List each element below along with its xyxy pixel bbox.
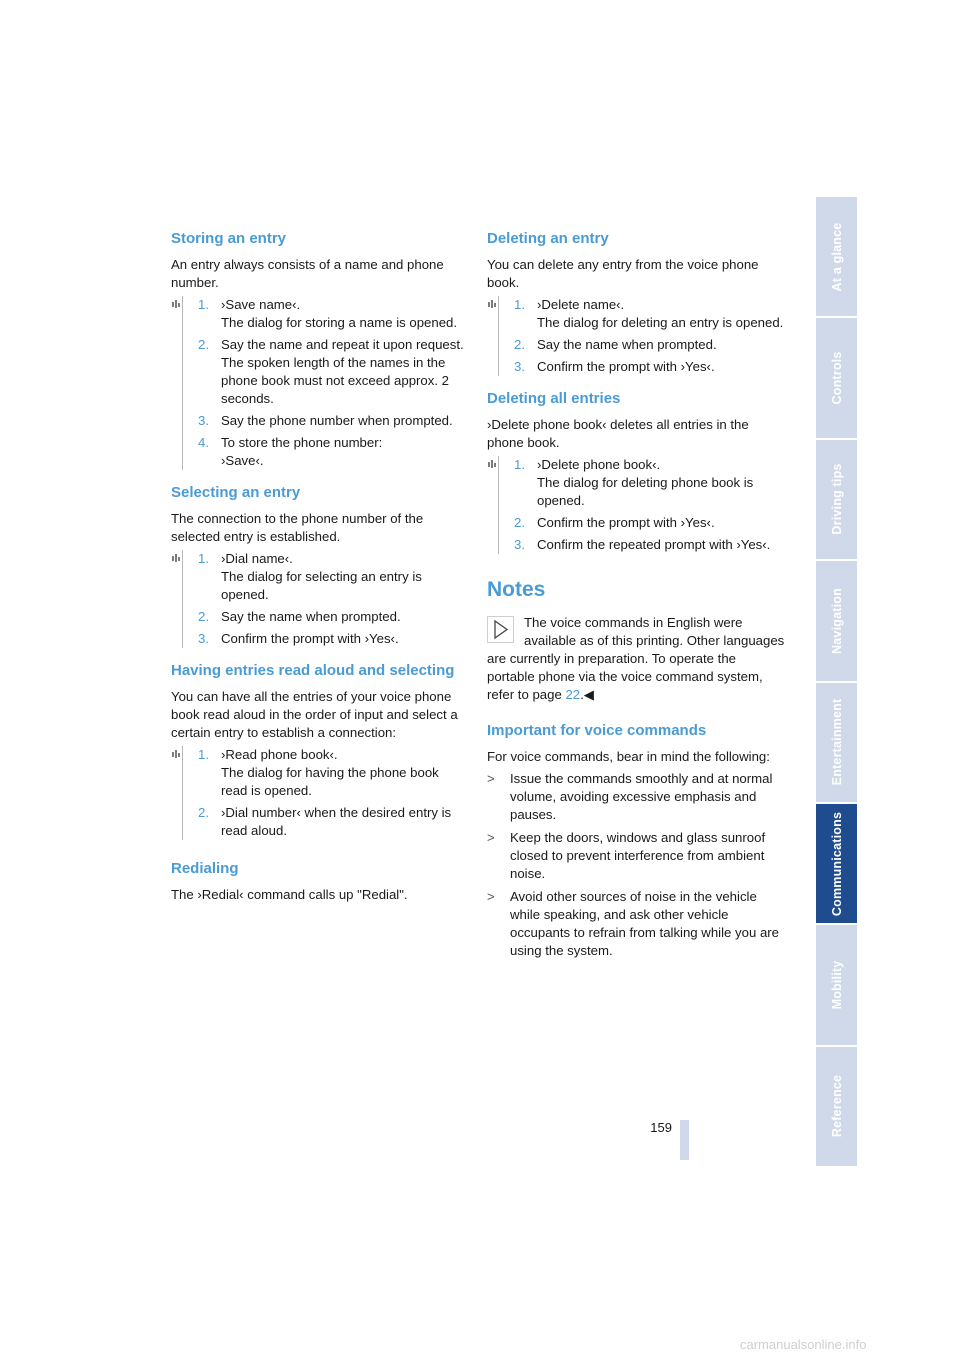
tab-entertainment[interactable]: Entertainment: [816, 683, 857, 802]
redialing-heading: Redialing: [171, 860, 239, 877]
notes-heading: Notes: [487, 578, 546, 601]
voice-command-icon: [487, 298, 503, 310]
list-item: > Avoid other sources of noise in the vehicle while speaking, and ask other vehicle occupants to refrain from talking while you are using the system.: [487, 889, 780, 958]
step-rule: [182, 296, 183, 470]
read-aloud-intro: You can have all the entries of your voice phone book read aloud in the order of input and select a certain entry to establish a connection:: [171, 689, 458, 740]
step-item: 3. Say the phone number when prompted.: [198, 413, 453, 428]
left-column: [171, 228, 467, 908]
voice-command-icon: [487, 458, 503, 470]
read-aloud-heading: Having entries read aloud and selecting: [171, 662, 455, 679]
step-item: 3. Confirm the prompt with ›Yes‹.: [198, 631, 399, 646]
tab-at-a-glance[interactable]: At a glance: [816, 197, 857, 316]
right-column: [487, 228, 787, 965]
step-item: 1. ›Read phone book‹. The dialog for having the phone book read is opened.: [198, 747, 439, 798]
important-list: [487, 770, 787, 960]
read-aloud-steps: [171, 746, 467, 840]
tab-communications[interactable]: Communications: [816, 804, 857, 923]
tab-driving-tips[interactable]: Driving tips: [816, 440, 857, 559]
step-item: 3. Confirm the repeated prompt with ›Yes‹.: [514, 537, 771, 552]
step-item: 3. Confirm the prompt with ›Yes‹.: [514, 359, 715, 374]
step-item: 1. ›Delete phone book‹. The dialog for deleting phone book is opened.: [514, 457, 754, 508]
notes-paragraph: [487, 614, 787, 704]
list-item: > Issue the commands smoothly and at normal volume, avoiding excessive emphasis and pauses.: [487, 771, 773, 822]
deleting-all-heading: Deleting all entries: [487, 390, 621, 407]
selecting-heading: Selecting an entry: [171, 484, 301, 501]
watermark: carmanualsonline.info: [740, 1337, 867, 1352]
bullet-marker: >: [487, 889, 495, 904]
tab-controls[interactable]: Controls: [816, 318, 857, 437]
selecting-steps: [171, 550, 467, 648]
step-item: 2. Say the name when prompted.: [514, 337, 717, 352]
voice-command-icon: [171, 748, 187, 760]
note-triangle-icon: [487, 616, 514, 643]
page-number-bar: [680, 1120, 689, 1160]
step-rule: [498, 456, 499, 554]
deleting-steps: [487, 296, 787, 376]
step-rule: [182, 746, 183, 840]
step-item: 2. Say the name when prompted.: [198, 609, 401, 624]
tab-navigation[interactable]: Navigation: [816, 561, 857, 680]
deleting-intro: You can delete any entry from the voice phone book.: [487, 257, 759, 290]
chapter-tabs: [816, 197, 857, 1168]
tab-reference[interactable]: Reference: [816, 1047, 857, 1166]
page-link[interactable]: 22: [565, 687, 581, 702]
important-intro: For voice commands, bear in mind the following:: [487, 749, 770, 764]
step-item: 1. ›Save name‹. The dialog for storing a name is opened.: [198, 297, 458, 330]
step-item: 2. ›Dial number‹ when the desired entry is read aloud.: [198, 805, 452, 838]
deleting-all-intro: ›Delete phone book‹ deletes all entries in the phone book.: [487, 417, 749, 450]
voice-command-icon: [171, 298, 187, 310]
bullet-marker: >: [487, 830, 495, 845]
important-heading: Important for voice commands: [487, 722, 707, 739]
storing-heading: Storing an entry: [171, 230, 287, 247]
storing-intro: An entry always consists of a name and phone number.: [171, 257, 444, 290]
step-item: 2. Confirm the prompt with ›Yes‹.: [514, 515, 715, 530]
step-item: 1. ›Delete name‹. The dialog for deleting an entry is opened.: [514, 297, 784, 330]
step-rule: [182, 550, 183, 648]
step-item: 2. Say the name and repeat it upon request. The spoken length of the names in the phone book must not exceed approx. 2 seconds.: [198, 337, 464, 406]
selecting-intro: The connection to the phone number of the selected entry is established.: [171, 511, 424, 544]
voice-command-icon: [171, 552, 187, 564]
tab-mobility[interactable]: Mobility: [816, 925, 857, 1044]
deleting-all-steps: [487, 456, 787, 554]
page-number: 159: [650, 1120, 672, 1135]
notes-end: .◀: [580, 687, 594, 702]
list-item: > Keep the doors, windows and glass sunroof closed to prevent interference from ambient noise.: [487, 830, 766, 881]
storing-steps: [171, 296, 467, 470]
redialing-text: The ›Redial‹ command calls up "Redial".: [171, 887, 408, 902]
notes-text: The voice commands in English were available as of this printing. Other languages are currently in preparation. To operate the portable phone via the voice command system, refer to page: [487, 615, 785, 702]
bullet-marker: >: [487, 771, 495, 786]
step-item: 1. ›Dial name‹. The dialog for selecting an entry is opened.: [198, 551, 422, 602]
deleting-heading: Deleting an entry: [487, 230, 609, 247]
step-item: 4. To store the phone number: ›Save‹.: [198, 435, 383, 468]
